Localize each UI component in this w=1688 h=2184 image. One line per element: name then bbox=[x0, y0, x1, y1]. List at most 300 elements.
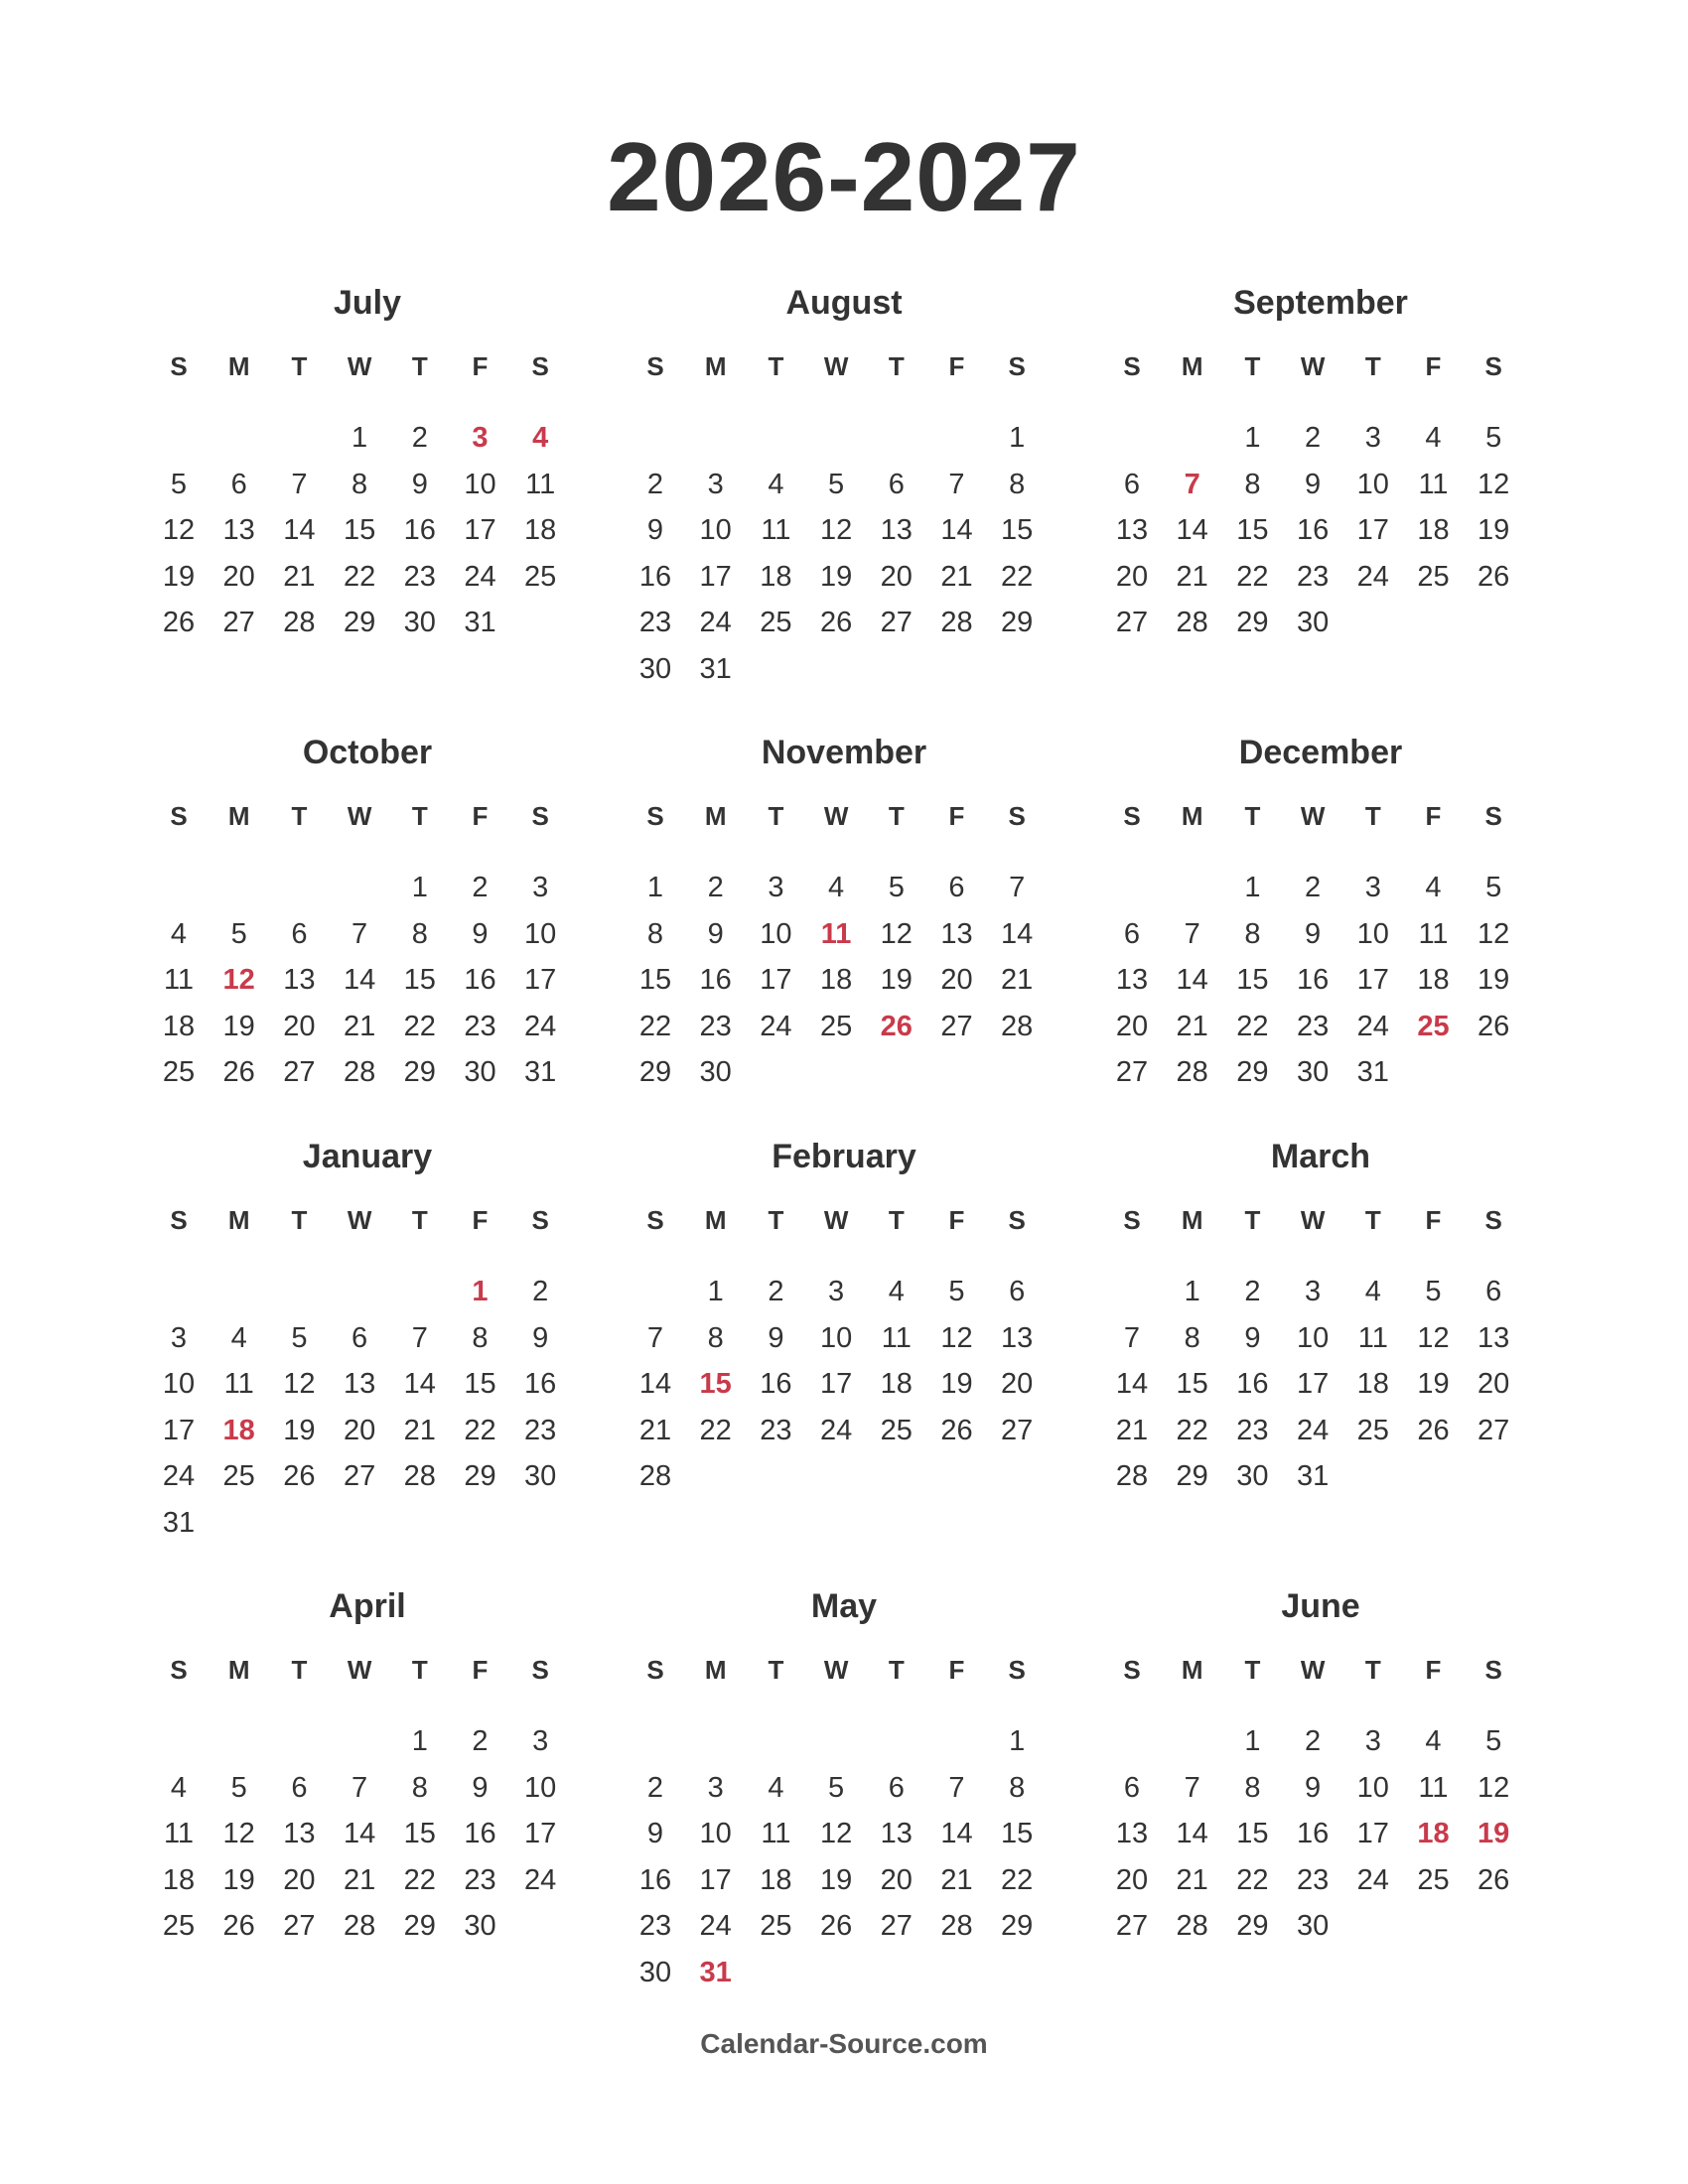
weekday-header: W bbox=[823, 351, 849, 381]
weekday-header: S bbox=[1008, 801, 1026, 831]
date-cell: 2 bbox=[1305, 1725, 1322, 1757]
date-cell: 5 bbox=[888, 872, 905, 903]
date-cell: 7 bbox=[646, 1321, 664, 1354]
weekday-header: F bbox=[1425, 1655, 1442, 1685]
date-cell: 8 bbox=[1184, 1321, 1200, 1354]
date-cell: 15 bbox=[1236, 964, 1269, 996]
date-cell: 25 bbox=[760, 1910, 792, 1942]
date-cell: 26 bbox=[1477, 560, 1510, 593]
weekday-header: W bbox=[823, 801, 849, 831]
date-cell: 11 bbox=[1418, 917, 1449, 950]
date-cell: 15 bbox=[403, 964, 436, 996]
date-cell: 2 bbox=[646, 468, 664, 500]
date-cell: 7 bbox=[948, 1771, 965, 1804]
date-cell: 13 bbox=[1115, 1818, 1149, 1849]
date-cell: 29 bbox=[1001, 1910, 1034, 1942]
date-cell: 1 bbox=[1244, 872, 1261, 903]
date-cell: 1 bbox=[1244, 1725, 1261, 1757]
date-cell: 15 bbox=[343, 514, 376, 546]
date-cell: 4 bbox=[1425, 422, 1442, 454]
weekday-header: F bbox=[948, 1205, 965, 1235]
weekday-header: T bbox=[411, 1655, 428, 1685]
date-cell: 12 bbox=[819, 514, 853, 546]
date-cell: 20 bbox=[1115, 1863, 1149, 1896]
weekday-header: S bbox=[646, 1205, 664, 1235]
date-cell: 14 bbox=[1176, 1818, 1208, 1849]
date-cell: 21 bbox=[1115, 1414, 1149, 1446]
weekday-header: T bbox=[768, 1205, 784, 1235]
date-cell: 26 bbox=[1477, 1863, 1510, 1896]
date-cell: 22 bbox=[1236, 560, 1269, 593]
month-june bbox=[1102, 1586, 1539, 1942]
date-cell: 23 bbox=[699, 1010, 732, 1042]
weekday-header: F bbox=[472, 1655, 489, 1685]
date-cell: 10 bbox=[1356, 468, 1389, 500]
date-cell: 4 bbox=[768, 468, 784, 500]
weekday-header: F bbox=[948, 351, 965, 381]
date-cell: 29 bbox=[403, 1910, 436, 1942]
date-cell: 18 bbox=[819, 964, 853, 996]
date-cell: 9 bbox=[1244, 1321, 1261, 1354]
date-cell: 27 bbox=[880, 1910, 913, 1942]
date-cell: 15 bbox=[1236, 1818, 1269, 1849]
date-cell: 11 bbox=[1418, 1771, 1449, 1804]
date-cell: 15 bbox=[1001, 1818, 1034, 1849]
date-cell: 30 bbox=[403, 607, 436, 638]
date-cell: 5 bbox=[291, 1321, 308, 1354]
date-cell-holiday: 26 bbox=[880, 1010, 913, 1042]
weekday-header: S bbox=[1484, 801, 1502, 831]
date-cell: 16 bbox=[760, 1368, 792, 1400]
date-cell: 9 bbox=[768, 1321, 784, 1354]
date-cell: 12 bbox=[880, 917, 913, 950]
date-cell: 16 bbox=[1236, 1368, 1269, 1400]
month-name: August bbox=[785, 284, 903, 322]
weekday-header: F bbox=[948, 801, 965, 831]
date-cell: 6 bbox=[888, 1771, 905, 1804]
date-cell: 15 bbox=[638, 964, 672, 996]
date-cell: 25 bbox=[222, 1460, 255, 1492]
weekday-header: W bbox=[1300, 801, 1326, 831]
date-cell: 30 bbox=[699, 1056, 732, 1088]
weekday-header-row bbox=[149, 1652, 586, 1688]
weekday-header: M bbox=[227, 801, 250, 831]
date-cell: 18 bbox=[524, 514, 557, 546]
weekday-header: W bbox=[1300, 351, 1326, 381]
date-cell: 19 bbox=[162, 560, 196, 593]
date-cell: 21 bbox=[1176, 1863, 1208, 1896]
weekday-header-row bbox=[626, 798, 1062, 834]
date-cell: 25 bbox=[162, 1910, 196, 1942]
date-cell: 19 bbox=[819, 560, 853, 593]
date-cell: 16 bbox=[464, 1818, 496, 1849]
date-cell: 29 bbox=[1236, 607, 1269, 638]
date-cell: 30 bbox=[464, 1910, 496, 1942]
date-cell: 16 bbox=[524, 1368, 557, 1400]
weekday-header: T bbox=[1364, 1205, 1381, 1235]
month-name: May bbox=[810, 1587, 878, 1625]
date-cell: 12 bbox=[1417, 1321, 1450, 1354]
month-november bbox=[626, 733, 1062, 1088]
weekday-header: T bbox=[888, 801, 905, 831]
date-cell-holiday: 1 bbox=[472, 1276, 489, 1307]
date-cell: 5 bbox=[1425, 1276, 1442, 1307]
weekday-header: F bbox=[1425, 1205, 1442, 1235]
date-cell: 6 bbox=[291, 1771, 308, 1804]
date-cell: 29 bbox=[638, 1056, 672, 1088]
date-cell: 10 bbox=[162, 1368, 196, 1400]
date-cell: 20 bbox=[283, 1863, 316, 1896]
date-cell: 13 bbox=[1115, 964, 1149, 996]
date-cell: 8 bbox=[646, 917, 664, 950]
date-cell: 3 bbox=[707, 1771, 724, 1804]
weekday-header: M bbox=[1181, 351, 1203, 381]
month-april bbox=[149, 1586, 586, 1942]
date-cell: 15 bbox=[1176, 1368, 1208, 1400]
date-cell: 28 bbox=[638, 1460, 672, 1492]
date-cell: 21 bbox=[403, 1414, 436, 1446]
date-cell: 19 bbox=[940, 1368, 973, 1400]
weekday-header: W bbox=[347, 351, 372, 381]
date-cell: 26 bbox=[940, 1414, 973, 1446]
date-cell: 2 bbox=[646, 1771, 664, 1804]
month-name: November bbox=[761, 734, 927, 771]
weekday-header-row bbox=[626, 348, 1062, 384]
date-cell: 26 bbox=[222, 1056, 255, 1088]
date-cell: 6 bbox=[1123, 1771, 1141, 1804]
date-cell: 27 bbox=[940, 1010, 973, 1042]
date-cell: 30 bbox=[638, 652, 672, 685]
date-cell: 28 bbox=[343, 1910, 376, 1942]
date-cell: 23 bbox=[1296, 1010, 1330, 1042]
weekday-header: S bbox=[646, 801, 664, 831]
date-cell: 4 bbox=[1425, 872, 1442, 903]
month-name: March bbox=[1270, 1138, 1371, 1175]
month-august bbox=[626, 283, 1062, 685]
date-cell: 1 bbox=[411, 872, 428, 903]
date-cell: 7 bbox=[291, 468, 308, 500]
date-cell: 14 bbox=[403, 1368, 436, 1400]
date-cell: 2 bbox=[1305, 422, 1322, 454]
date-cell: 3 bbox=[532, 1725, 549, 1757]
date-cell: 29 bbox=[403, 1056, 436, 1088]
date-cell: 24 bbox=[524, 1863, 557, 1896]
date-cell: 7 bbox=[411, 1321, 428, 1354]
date-cell: 17 bbox=[464, 514, 496, 546]
weekday-header-row bbox=[1102, 348, 1539, 384]
date-cell: 1 bbox=[352, 422, 368, 454]
month-name: December bbox=[1238, 734, 1403, 771]
weekday-header: S bbox=[531, 351, 549, 381]
date-cell: 16 bbox=[1296, 964, 1330, 996]
date-cell: 3 bbox=[1305, 1276, 1322, 1307]
date-cell: 24 bbox=[162, 1460, 196, 1492]
month-name: September bbox=[1233, 284, 1408, 322]
date-cell: 20 bbox=[283, 1010, 316, 1042]
date-cell: 23 bbox=[464, 1010, 496, 1042]
weekday-header: S bbox=[170, 351, 188, 381]
weekday-header: T bbox=[291, 1655, 308, 1685]
date-cell: 5 bbox=[230, 917, 247, 950]
weekday-header: W bbox=[347, 1655, 372, 1685]
date-cell: 1 bbox=[411, 1725, 428, 1757]
date-cell: 24 bbox=[524, 1010, 557, 1042]
date-cell: 2 bbox=[1244, 1276, 1261, 1307]
date-cell: 6 bbox=[1485, 1276, 1502, 1307]
date-cell: 2 bbox=[1305, 872, 1322, 903]
date-cell: 28 bbox=[1115, 1460, 1149, 1492]
weekday-header: S bbox=[170, 1655, 188, 1685]
date-cell: 6 bbox=[1123, 468, 1141, 500]
weekday-header: W bbox=[1300, 1655, 1326, 1685]
date-cell-holiday: 15 bbox=[699, 1368, 732, 1400]
weekday-header: T bbox=[411, 801, 428, 831]
date-cell: 22 bbox=[464, 1414, 496, 1446]
date-cell: 22 bbox=[1001, 560, 1034, 593]
month-name: April bbox=[329, 1587, 406, 1625]
date-cell: 8 bbox=[1009, 468, 1026, 500]
date-cell: 29 bbox=[1001, 607, 1034, 638]
date-cell: 13 bbox=[283, 964, 316, 996]
date-cell: 31 bbox=[1296, 1460, 1330, 1492]
date-cell: 27 bbox=[1477, 1414, 1510, 1446]
weekday-header: F bbox=[1425, 351, 1442, 381]
month-january bbox=[149, 1137, 586, 1539]
date-cell: 3 bbox=[1364, 872, 1381, 903]
weekday-header: S bbox=[170, 1205, 188, 1235]
date-cell: 22 bbox=[638, 1010, 672, 1042]
date-cell: 17 bbox=[524, 964, 557, 996]
date-cell: 28 bbox=[1176, 607, 1208, 638]
date-cell: 12 bbox=[283, 1368, 316, 1400]
date-cell: 14 bbox=[343, 964, 376, 996]
weekday-header: S bbox=[1008, 351, 1026, 381]
date-cell: 23 bbox=[638, 607, 672, 638]
date-cell: 7 bbox=[1123, 1321, 1141, 1354]
date-cell: 7 bbox=[1184, 917, 1200, 950]
date-cell: 3 bbox=[532, 872, 549, 903]
date-cell: 14 bbox=[940, 514, 973, 546]
date-cell: 15 bbox=[464, 1368, 496, 1400]
weekday-header: T bbox=[411, 351, 428, 381]
date-cell: 21 bbox=[283, 560, 316, 593]
weekday-header: M bbox=[1181, 1655, 1203, 1685]
date-cell: 19 bbox=[222, 1010, 255, 1042]
month-october bbox=[149, 733, 586, 1088]
month-name: July bbox=[333, 284, 402, 322]
date-cell: 14 bbox=[1001, 917, 1034, 950]
date-cell: 21 bbox=[343, 1010, 376, 1042]
date-cell: 19 bbox=[1477, 514, 1510, 546]
date-cell: 23 bbox=[464, 1863, 496, 1896]
weekday-header: T bbox=[1244, 801, 1261, 831]
date-cell: 23 bbox=[1296, 1863, 1330, 1896]
date-cell: 12 bbox=[819, 1818, 853, 1849]
date-cell: 20 bbox=[1001, 1368, 1034, 1400]
weekday-header-row bbox=[149, 348, 586, 384]
weekday-header: T bbox=[888, 1205, 905, 1235]
date-cell: 17 bbox=[699, 560, 732, 593]
date-cell: 28 bbox=[1001, 1010, 1034, 1042]
date-cell: 5 bbox=[1485, 872, 1502, 903]
date-cell: 11 bbox=[525, 468, 556, 500]
date-cell: 26 bbox=[1417, 1414, 1450, 1446]
date-cell: 11 bbox=[1418, 468, 1449, 500]
date-cell: 14 bbox=[283, 514, 316, 546]
date-cell: 8 bbox=[411, 917, 428, 950]
weekday-header: W bbox=[823, 1655, 849, 1685]
date-cell: 25 bbox=[819, 1010, 853, 1042]
date-cell: 11 bbox=[761, 514, 791, 546]
date-cell: 16 bbox=[638, 560, 672, 593]
date-cell: 30 bbox=[524, 1460, 557, 1492]
date-cell: 21 bbox=[940, 560, 973, 593]
month-name: February bbox=[772, 1138, 916, 1175]
date-cell: 27 bbox=[880, 607, 913, 638]
date-cell: 18 bbox=[760, 560, 792, 593]
month-name: June bbox=[1281, 1587, 1360, 1625]
date-cell-holiday: 18 bbox=[222, 1414, 255, 1446]
weekday-header: M bbox=[227, 1205, 250, 1235]
date-cell: 3 bbox=[707, 468, 724, 500]
date-cell: 28 bbox=[403, 1460, 436, 1492]
date-cell: 25 bbox=[760, 607, 792, 638]
date-cell: 25 bbox=[880, 1414, 913, 1446]
date-cell: 30 bbox=[1296, 1910, 1330, 1942]
date-cell: 9 bbox=[1305, 1771, 1322, 1804]
date-cell: 12 bbox=[1477, 468, 1510, 500]
date-cell: 22 bbox=[343, 560, 376, 593]
date-cell: 6 bbox=[352, 1321, 368, 1354]
date-cell: 17 bbox=[819, 1368, 853, 1400]
date-cell: 19 bbox=[880, 964, 913, 996]
date-cell: 16 bbox=[699, 964, 732, 996]
date-cell: 12 bbox=[222, 1818, 255, 1849]
date-cell: 9 bbox=[707, 917, 724, 950]
date-cell: 2 bbox=[768, 1276, 784, 1307]
date-cell-holiday: 25 bbox=[1417, 1010, 1450, 1042]
date-cell: 20 bbox=[1477, 1368, 1510, 1400]
date-cell: 29 bbox=[1236, 1056, 1269, 1088]
date-cell: 27 bbox=[1115, 607, 1149, 638]
date-cell: 8 bbox=[472, 1321, 489, 1354]
date-cell: 23 bbox=[760, 1414, 792, 1446]
date-cell: 9 bbox=[472, 1771, 489, 1804]
date-cell: 28 bbox=[940, 1910, 973, 1942]
date-cell: 20 bbox=[1115, 1010, 1149, 1042]
date-cell: 23 bbox=[403, 560, 436, 593]
date-cell: 19 bbox=[222, 1863, 255, 1896]
weekday-header: S bbox=[531, 1205, 549, 1235]
weekday-header: T bbox=[1364, 351, 1381, 381]
date-cell: 4 bbox=[768, 1771, 784, 1804]
date-cell: 16 bbox=[638, 1863, 672, 1896]
date-cell: 27 bbox=[1001, 1414, 1034, 1446]
date-cell: 13 bbox=[343, 1368, 376, 1400]
date-cell: 31 bbox=[1356, 1056, 1389, 1088]
weekday-header: S bbox=[1123, 1655, 1141, 1685]
month-february bbox=[626, 1137, 1062, 1492]
date-cell: 9 bbox=[1305, 917, 1322, 950]
date-cell: 27 bbox=[222, 607, 255, 638]
weekday-header: T bbox=[1244, 1655, 1261, 1685]
date-cell: 11 bbox=[1357, 1321, 1388, 1354]
date-cell: 17 bbox=[1296, 1368, 1330, 1400]
weekday-header: M bbox=[704, 351, 727, 381]
date-cell: 8 bbox=[352, 468, 368, 500]
date-cell: 4 bbox=[170, 917, 188, 950]
date-cell: 22 bbox=[1236, 1863, 1269, 1896]
date-cell: 8 bbox=[707, 1321, 724, 1354]
date-cell: 27 bbox=[283, 1056, 316, 1088]
date-cell: 9 bbox=[1305, 468, 1322, 500]
date-cell: 2 bbox=[532, 1276, 549, 1307]
weekday-header: S bbox=[1008, 1655, 1026, 1685]
date-cell: 18 bbox=[1417, 514, 1450, 546]
date-cell: 27 bbox=[1115, 1056, 1149, 1088]
date-cell: 20 bbox=[940, 964, 973, 996]
date-cell: 24 bbox=[1296, 1414, 1330, 1446]
date-cell-holiday: 11 bbox=[820, 917, 852, 950]
date-cell-holiday: 12 bbox=[222, 964, 255, 996]
date-cell: 6 bbox=[948, 872, 965, 903]
date-cell-holiday: 3 bbox=[472, 422, 489, 454]
weekday-header: F bbox=[472, 801, 489, 831]
date-cell: 9 bbox=[411, 468, 428, 500]
date-cell: 8 bbox=[1009, 1771, 1026, 1804]
date-cell: 19 bbox=[1417, 1368, 1450, 1400]
date-cell: 29 bbox=[1236, 1910, 1269, 1942]
weekday-header-row bbox=[149, 1202, 586, 1238]
weekday-header: S bbox=[646, 351, 664, 381]
date-cell: 6 bbox=[1123, 917, 1141, 950]
date-cell: 23 bbox=[524, 1414, 557, 1446]
date-cell: 2 bbox=[472, 1725, 489, 1757]
date-cell: 6 bbox=[291, 917, 308, 950]
date-cell: 17 bbox=[760, 964, 792, 996]
date-cell: 15 bbox=[403, 1818, 436, 1849]
date-cell: 25 bbox=[162, 1056, 196, 1088]
weekday-header-row bbox=[1102, 1202, 1539, 1238]
date-cell: 21 bbox=[1176, 1010, 1208, 1042]
footer-source: Calendar-Source.com bbox=[700, 2028, 988, 2059]
weekday-header-row bbox=[1102, 1652, 1539, 1688]
weekday-header: T bbox=[888, 1655, 905, 1685]
date-cell: 7 bbox=[352, 917, 368, 950]
date-cell: 10 bbox=[699, 514, 732, 546]
date-cell: 4 bbox=[1364, 1276, 1381, 1307]
date-cell: 1 bbox=[1009, 422, 1026, 454]
date-cell: 26 bbox=[162, 607, 196, 638]
date-cell: 5 bbox=[828, 1771, 845, 1804]
date-cell: 25 bbox=[1417, 560, 1450, 593]
weekday-header: S bbox=[531, 1655, 549, 1685]
date-cell: 21 bbox=[343, 1863, 376, 1896]
date-cell: 24 bbox=[699, 607, 732, 638]
date-cell: 13 bbox=[1115, 514, 1149, 546]
date-cell: 5 bbox=[170, 468, 188, 500]
date-cell: 4 bbox=[170, 1771, 188, 1804]
date-cell: 27 bbox=[343, 1460, 376, 1492]
month-march bbox=[1102, 1137, 1539, 1492]
weekday-header: T bbox=[291, 1205, 308, 1235]
month-september bbox=[1102, 283, 1539, 638]
date-cell: 28 bbox=[283, 607, 316, 638]
date-cell: 24 bbox=[1356, 1010, 1389, 1042]
date-cell: 3 bbox=[828, 1276, 845, 1307]
date-cell: 28 bbox=[1176, 1056, 1208, 1088]
date-cell: 31 bbox=[524, 1056, 557, 1088]
